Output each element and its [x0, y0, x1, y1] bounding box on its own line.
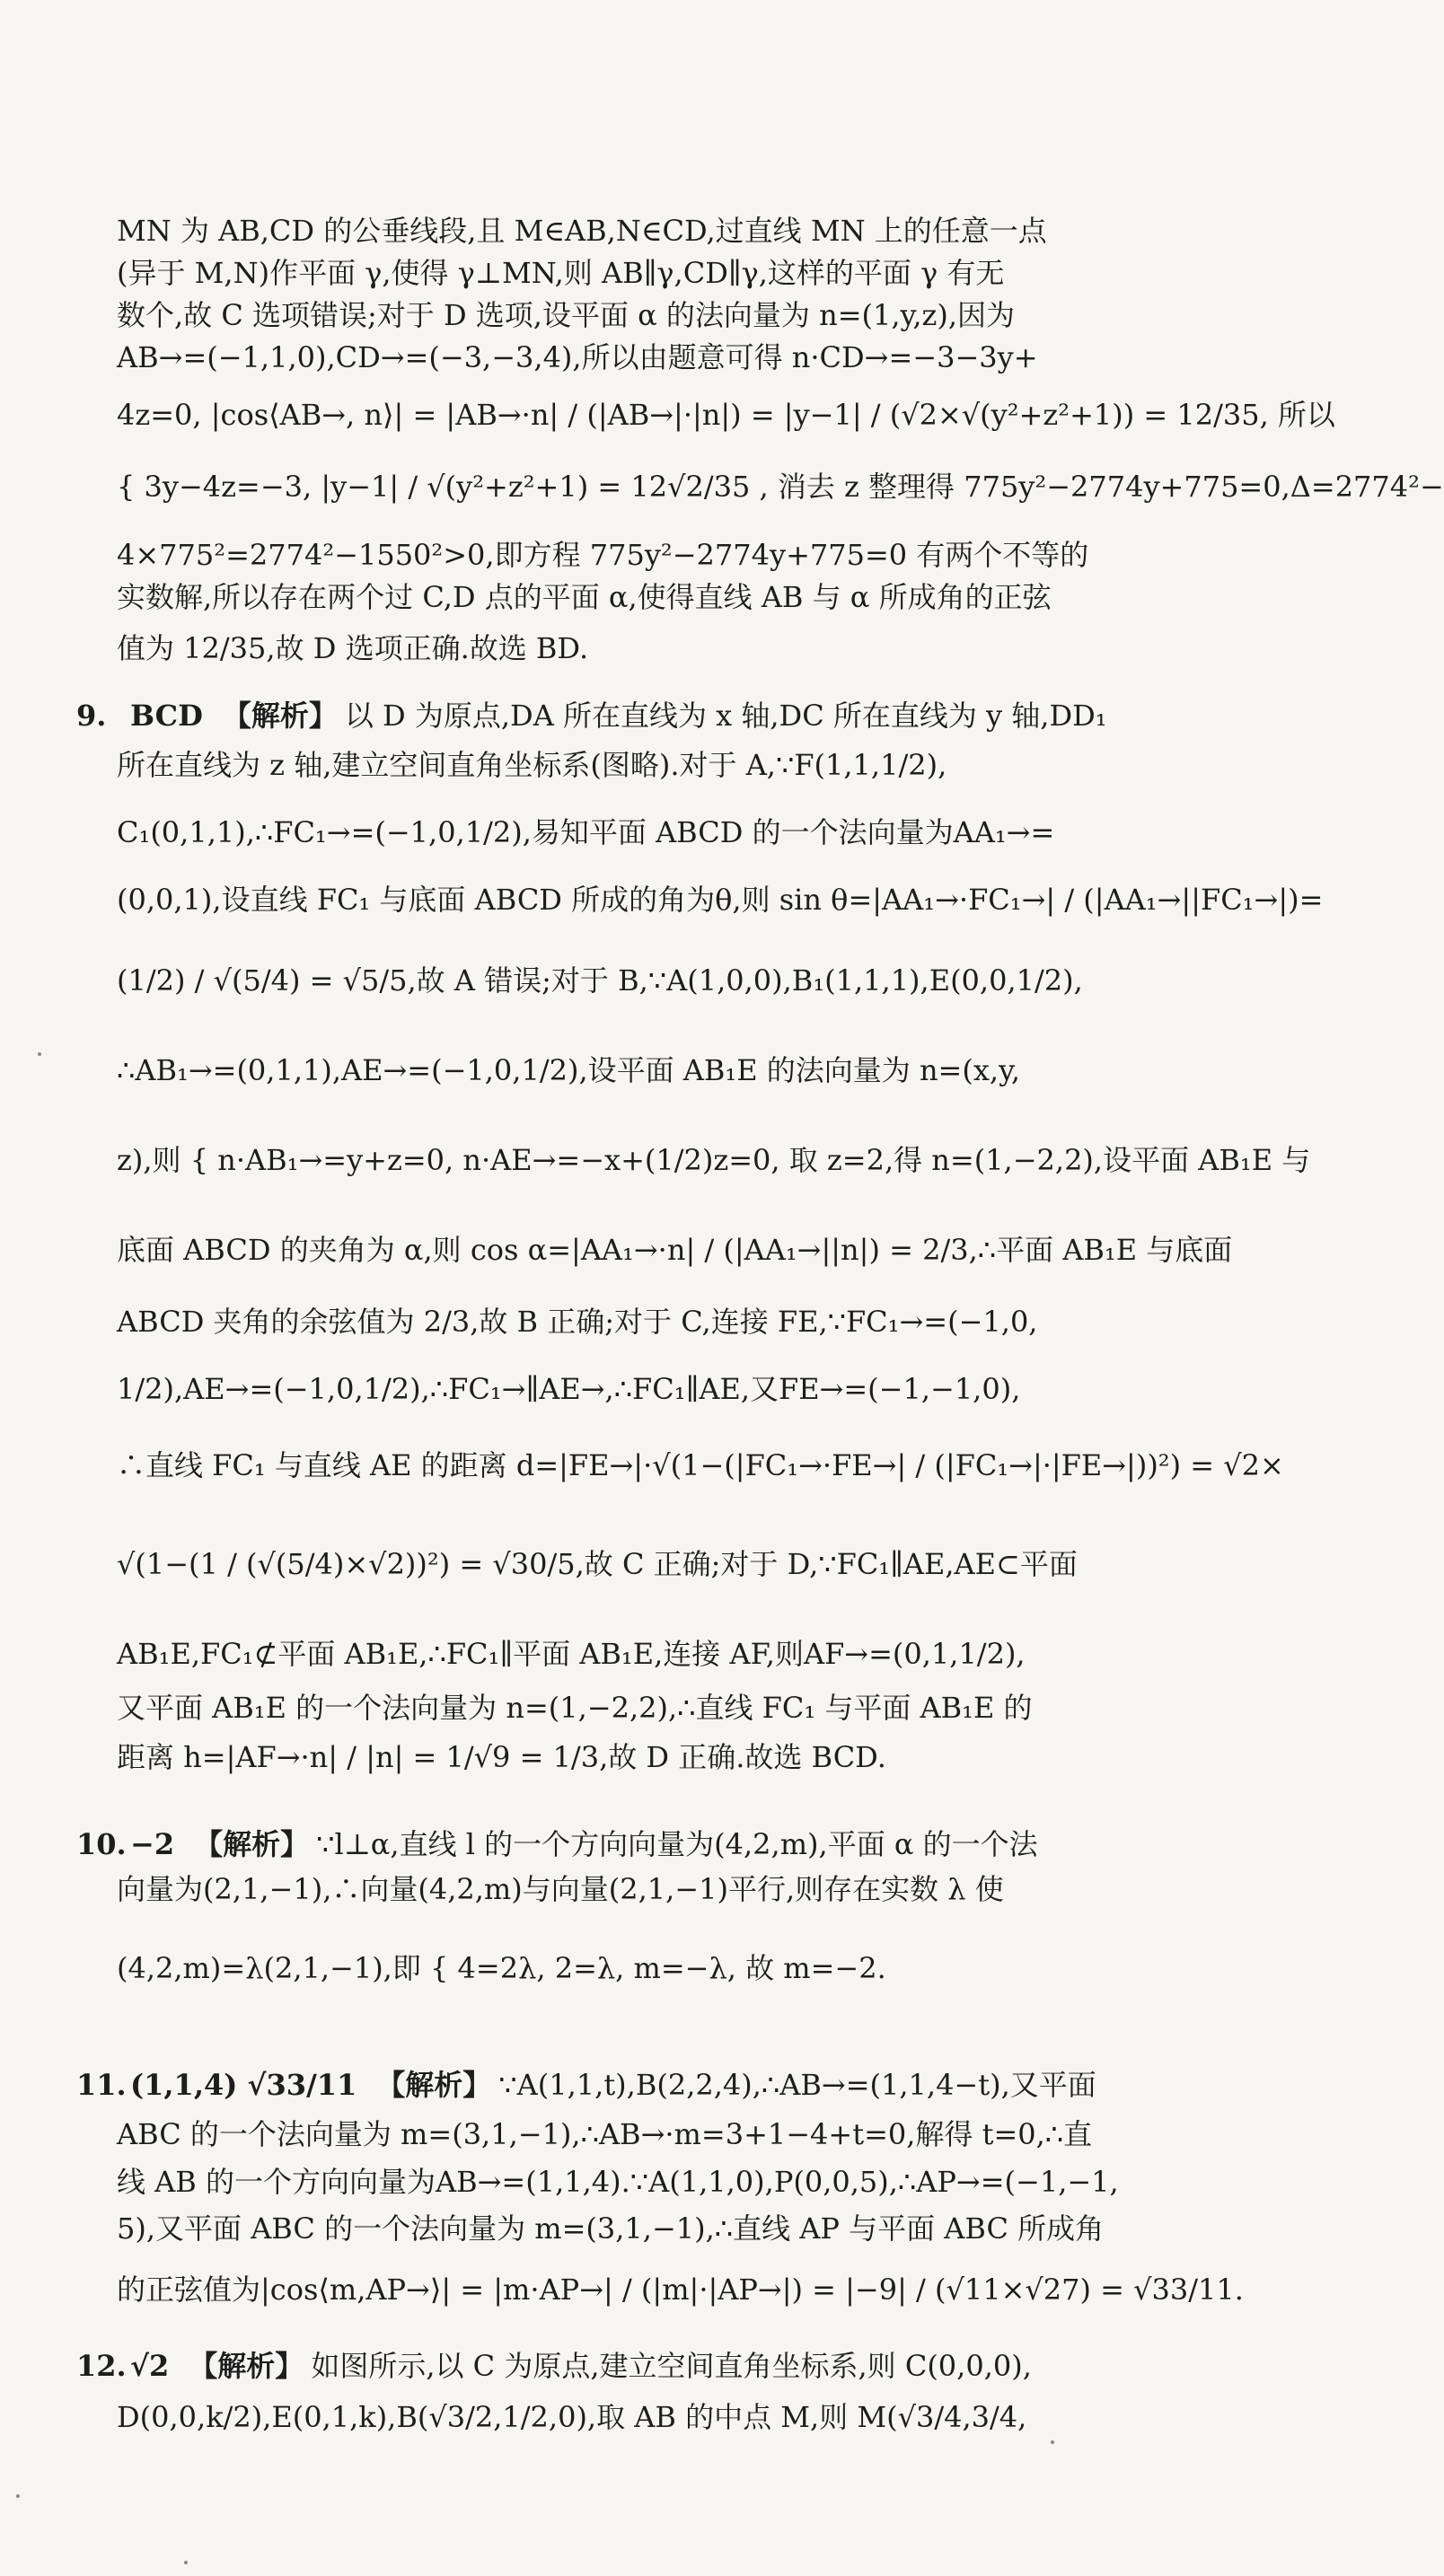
- item-text: 以 D 为原点,DA 所在直线为 x 轴,DC 所在直线为 y 轴,DD₁: [344, 699, 1107, 733]
- solution-line: √(1−(1 / (√(5/4)×√2))²) = √30/5,故 C 正确;对于 D,∵FC₁∥AE,AE⊂平面: [117, 1547, 1078, 1581]
- answer: −2: [130, 1827, 175, 1861]
- answer: BCD: [130, 699, 203, 733]
- solution-line: 4×775²=2774²−1550²>0,即方程 775y²−2774y+775=0 有两个不等的: [117, 538, 1089, 572]
- answer: √2: [130, 2349, 170, 2383]
- analysis-tag: 【解析】: [194, 1827, 310, 1861]
- solution-line: 距离 h=|AF→·n| / |n| = 1/√9 = 1/3,故 D 正确.故选 BCD.: [117, 1740, 886, 1774]
- analysis-tag: 【解析】: [222, 699, 338, 733]
- solution-line: 底面 ABCD 的夹角为 α,则 cos α=|AA₁→·n| / (|AA₁→||n|) = 2/3,∴平面 AB₁E 与底面: [117, 1233, 1233, 1267]
- problem-number: 10.: [76, 1827, 127, 1861]
- item-text: 如图所示,以 C 为原点,建立空间直角坐标系,则 C(0,0,0),: [311, 2349, 1032, 2383]
- solution-line: 5),又平面 ABC 的一个法向量为 m=(3,1,−1),∴直线 AP 与平面 ABC 所成角: [117, 2211, 1105, 2246]
- solution-line: MN 为 AB,CD 的公垂线段,且 M∈AB,N∈CD,过直线 MN 上的任意一点: [117, 214, 1047, 248]
- item-text: ∵A(1,1,t),B(2,2,4),∴AB→=(1,1,4−t),又平面: [498, 2068, 1096, 2102]
- solution-line: 4z=0, |cos⟨AB→, n⟩| = |AB→·n| / (|AB→|·|n|) = |y−1| / (√2×√(y²+z²+1)) = 12/35, 所以: [117, 398, 1335, 432]
- solution-line: ∴AB₁→=(0,1,1),AE→=(−1,0,1/2),设平面 AB₁E 的法向量为 n=(x,y,: [117, 1053, 1021, 1087]
- problem-item: [76, 1824, 1038, 1864]
- solution-line: 数个,故 C 选项错误;对于 D 选项,设平面 α 的法向量为 n=(1,y,z),因为: [117, 298, 1016, 332]
- solution-line: 1/2),AE→=(−1,0,1/2),∴FC₁→∥AE→,∴FC₁∥AE,又FE→=(−1,−1,0),: [117, 1372, 1021, 1406]
- solution-line: 值为 12/35,故 D 选项正确.故选 BD.: [117, 631, 589, 665]
- scan-speck: [16, 2494, 20, 2498]
- solution-line: 向量为(2,1,−1),∴向量(4,2,m)与向量(2,1,−1)平行,则存在实数 λ 使: [117, 1872, 1004, 1906]
- solution-line: (0,0,1),设直线 FC₁ 与底面 ABCD 所成的角为θ,则 sin θ=|AA₁→·FC₁→| / (|AA₁→||FC₁→|)=: [117, 883, 1324, 917]
- solution-line: (1/2) / √(5/4) = √5/5,故 A 错误;对于 B,∵A(1,0,0),B₁(1,1,1),E(0,0,1/2),: [117, 963, 1083, 998]
- solution-line: (4,2,m)=λ(2,1,−1),即 { 4=2λ, 2=λ, m=−λ, 故 m=−2.: [117, 1951, 886, 1985]
- solution-line: 所在直线为 z 轴,建立空间直角坐标系(图略).对于 A,∵F(1,1,1/2),: [117, 748, 947, 782]
- solution-line: (异于 M,N)作平面 γ,使得 γ⊥MN,则 AB∥γ,CD∥γ,这样的平面 γ 有无: [117, 256, 1005, 290]
- solution-line: 实数解,所以存在两个过 C,D 点的平面 α,使得直线 AB 与 α 所成角的正弦: [117, 580, 1052, 614]
- solution-line: AB₁E,FC₁⊄平面 AB₁E,∴FC₁∥平面 AB₁E,连接 AF,则AF→=(0,1,1/2),: [117, 1637, 1026, 1671]
- solution-line: AB→=(−1,1,0),CD→=(−3,−3,4),所以由题意可得 n·CD→=−3−3y+: [117, 340, 1038, 374]
- scan-speck: [1051, 2440, 1054, 2444]
- problem-number: 9.: [76, 699, 107, 733]
- analysis-tag: 【解析】: [376, 2068, 492, 2102]
- problem-number: 11.: [76, 2068, 127, 2102]
- scan-speck: [38, 1052, 41, 1056]
- solution-line: 的正弦值为|cos⟨m,AP→⟩| = |m·AP→| / (|m|·|AP→|) = |−9| / (√11×√27) = √33/11.: [117, 2273, 1244, 2307]
- solution-line: 又平面 AB₁E 的一个法向量为 n=(1,−2,2),∴直线 FC₁ 与平面 AB₁E 的: [117, 1691, 1033, 1725]
- solution-line: 线 AB 的一个方向向量为AB→=(1,1,4).∵A(1,1,0),P(0,0,5),∴AP→=(−1,−1,: [117, 2165, 1119, 2199]
- scan-speck: [184, 2561, 188, 2564]
- solution-line: ABCD 夹角的余弦值为 2/3,故 B 正确;对于 C,连接 FE,∵FC₁→=(−1,0,: [117, 1305, 1038, 1339]
- problem-number: 12.: [76, 2349, 127, 2383]
- problem-item: [76, 696, 1107, 735]
- problem-item: [76, 2065, 1096, 2105]
- analysis-tag: 【解析】: [189, 2349, 304, 2383]
- solution-line: C₁(0,1,1),∴FC₁→=(−1,0,1/2),易知平面 ABCD 的一个法向量为AA₁→=: [117, 815, 1055, 849]
- item-text: ∵l⊥α,直线 l 的一个方向向量为(4,2,m),平面 α 的一个法: [316, 1827, 1038, 1861]
- solution-line: z),则 { n·AB₁→=y+z=0, n·AE→=−x+(1/2)z=0, 取 z=2,得 n=(1,−2,2),设平面 AB₁E 与: [117, 1143, 1311, 1177]
- solution-line: ABC 的一个法向量为 m=(3,1,−1),∴AB→·m=3+1−4+t=0,解得 t=0,∴直: [117, 2117, 1093, 2151]
- solution-line: { 3y−4z=−3, |y−1| / √(y²+z²+1) = 12√2/35 , 消去 z 整理得 775y²−2774y+775=0,Δ=2774²−: [117, 470, 1444, 504]
- problem-item: [76, 2346, 1032, 2386]
- answer: (1,1,4) √33/11: [130, 2068, 357, 2102]
- solution-line: D(0,0,k/2),E(0,1,k),B(√3/2,1/2,0),取 AB 的中点 M,则 M(√3/4,3/4,: [117, 2400, 1027, 2434]
- solution-line: ∴直线 FC₁ 与直线 AE 的距离 d=|FE→|·√(1−(|FC₁→·FE→| / (|FC₁→|·|FE→|))²) = √2×: [117, 1448, 1284, 1482]
